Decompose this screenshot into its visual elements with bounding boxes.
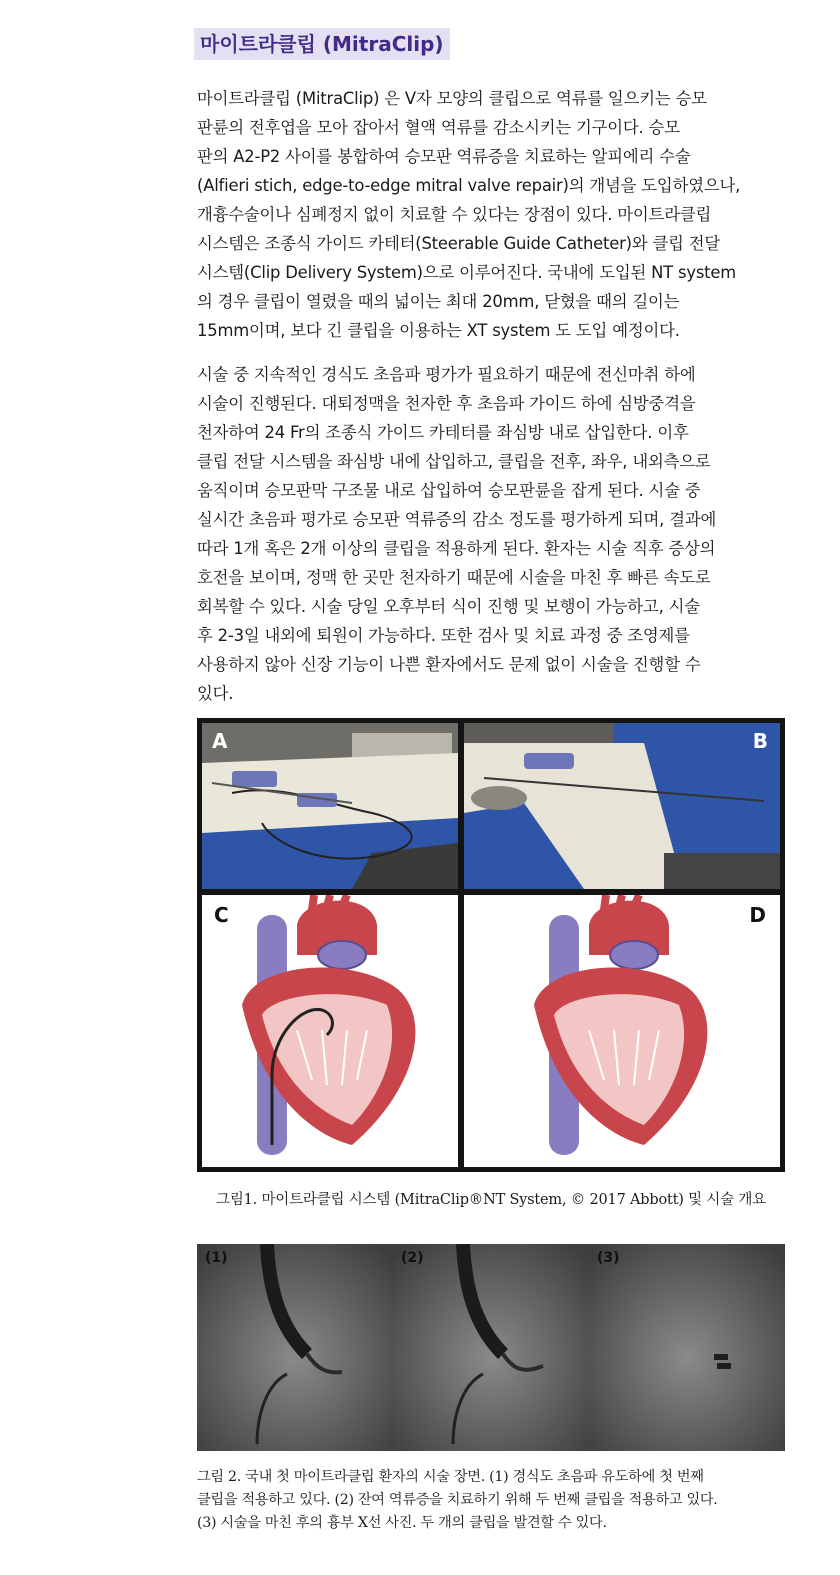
panel-label-d: D [749, 903, 766, 927]
xray-label-1: (1) [205, 1250, 228, 1266]
paragraph-2-line: 호전을 보이며, 정맥 한 곳만 천자하기 때문에 시술을 마친 후 빠른 속도로 [197, 568, 711, 587]
figure-2-caption-line: (3) 시술을 마친 후의 흉부 X선 사진. 두 개의 클립을 발견할 수 있다. [197, 1515, 607, 1531]
paragraph-1-line: 개흉수술이나 심폐정지 없이 치료할 수 있다는 장점이 있다. 마이트라클립 [197, 205, 712, 224]
xray-frame-1 [197, 1244, 393, 1451]
paragraph-1-line: 마이트라클립 (MitraClip) 은 V자 모양의 클립으로 역류를 일으키는 승모 [197, 89, 707, 108]
paragraph-1 [197, 84, 785, 345]
paragraph-2-line: 후 2-3일 내외에 퇴원이 가능하다. 또한 검사 및 치료 과정 중 조영제를 [197, 626, 690, 645]
panel-label-c: C [214, 903, 229, 927]
xray-label-3: (3) [597, 1250, 620, 1266]
figure-2-caption-line: 클립을 적용하고 있다. (2) 잔여 역류증을 치료하기 위해 두 번째 클립을 적용하고 있다. [197, 1492, 718, 1508]
xray-label-2: (2) [401, 1250, 424, 1266]
xray-frame-3 [589, 1244, 785, 1451]
paragraph-1-line: 시스템(Clip Delivery System)으로 이루어진다. 국내에 도입된 NT system [197, 263, 737, 282]
paragraph-2-line: 시술 중 지속적인 경식도 초음파 평가가 필요하기 때문에 전신마취 하에 [197, 365, 696, 384]
paragraph-2-line: 따라 1개 혹은 2개 이상의 클립을 적용하게 된다. 환자는 시술 직후 증상의 [197, 539, 716, 558]
figure-1 [197, 718, 785, 1172]
paragraph-2-line: 회복할 수 있다. 시술 당일 오후부터 식이 진행 및 보행이 가능하고, 시술 [197, 597, 700, 616]
paragraph-1-line: 의 경우 클립이 열렸을 때의 넓이는 최대 20mm, 닫혔을 때의 길이는 [197, 292, 680, 311]
figure-2-caption [197, 1466, 785, 1535]
paragraph-2-line: 클립 전달 시스템을 좌심방 내에 삽입하고, 클립을 전후, 좌우, 내외측으로 [197, 452, 711, 471]
figure-2 [197, 1244, 785, 1451]
panel-label-b: B [752, 729, 768, 753]
paragraph-2-line: 천자하여 24 Fr의 조종식 가이드 카테터를 좌심방 내로 삽입한다. 이후 [197, 423, 689, 442]
panel-d-illustration [464, 895, 780, 1167]
figure-1-caption: 그림1. 마이트라클립 시스템 (MitraClip®NT System, © 2017 Abbott) 및 시술 개요 [216, 1192, 766, 1208]
section-heading: 마이트라클립 (MitraClip) [194, 28, 450, 60]
paragraph-1-line: 판륜의 전후엽을 모아 잡아서 혈액 역류를 감소시키는 기구이다. 승모 [197, 118, 680, 137]
panel-c-illustration [202, 895, 458, 1167]
panel-label-a: A [212, 729, 228, 753]
paragraph-2 [197, 360, 785, 708]
xray-frame-2 [393, 1244, 589, 1451]
paragraph-2-line: 있다. [197, 684, 234, 703]
panel-b-photo [464, 723, 780, 889]
paragraph-1-line: (Alfieri stich, edge-to-edge mitral valve repair)의 개념을 도입하였으나, [197, 176, 741, 195]
paragraph-2-line: 사용하지 않아 신장 기능이 나쁜 환자에서도 문제 없이 시술을 진행할 수 [197, 655, 701, 674]
paragraph-2-line: 움직이며 승모판막 구조물 내로 삽입하여 승모판륜을 잡게 된다. 시술 중 [197, 481, 701, 500]
paragraph-2-line: 실시간 초음파 평가로 승모판 역류증의 감소 정도를 평가하게 되며, 결과에 [197, 510, 717, 529]
paragraph-2-line: 시술이 진행된다. 대퇴정맥을 천자한 후 초음파 가이드 하에 심방중격을 [197, 394, 696, 413]
paragraph-1-line: 시스템은 조종식 가이드 카테터(Steerable Guide Catheter)와 클립 전달 [197, 234, 721, 253]
panel-a-photo [202, 723, 458, 889]
paragraph-1-line: 판의 A2-P2 사이를 봉합하여 승모판 역류증을 치료하는 알피에리 수술 [197, 147, 691, 166]
paragraph-1-line: 15mm이며, 보다 긴 클립을 이용하는 XT system 도 도입 예정이다. [197, 321, 680, 340]
figure-2-caption-line: 그림 2. 국내 첫 마이트라클립 환자의 시술 장면. (1) 경식도 초음파 유도하에 첫 번째 [197, 1469, 704, 1485]
